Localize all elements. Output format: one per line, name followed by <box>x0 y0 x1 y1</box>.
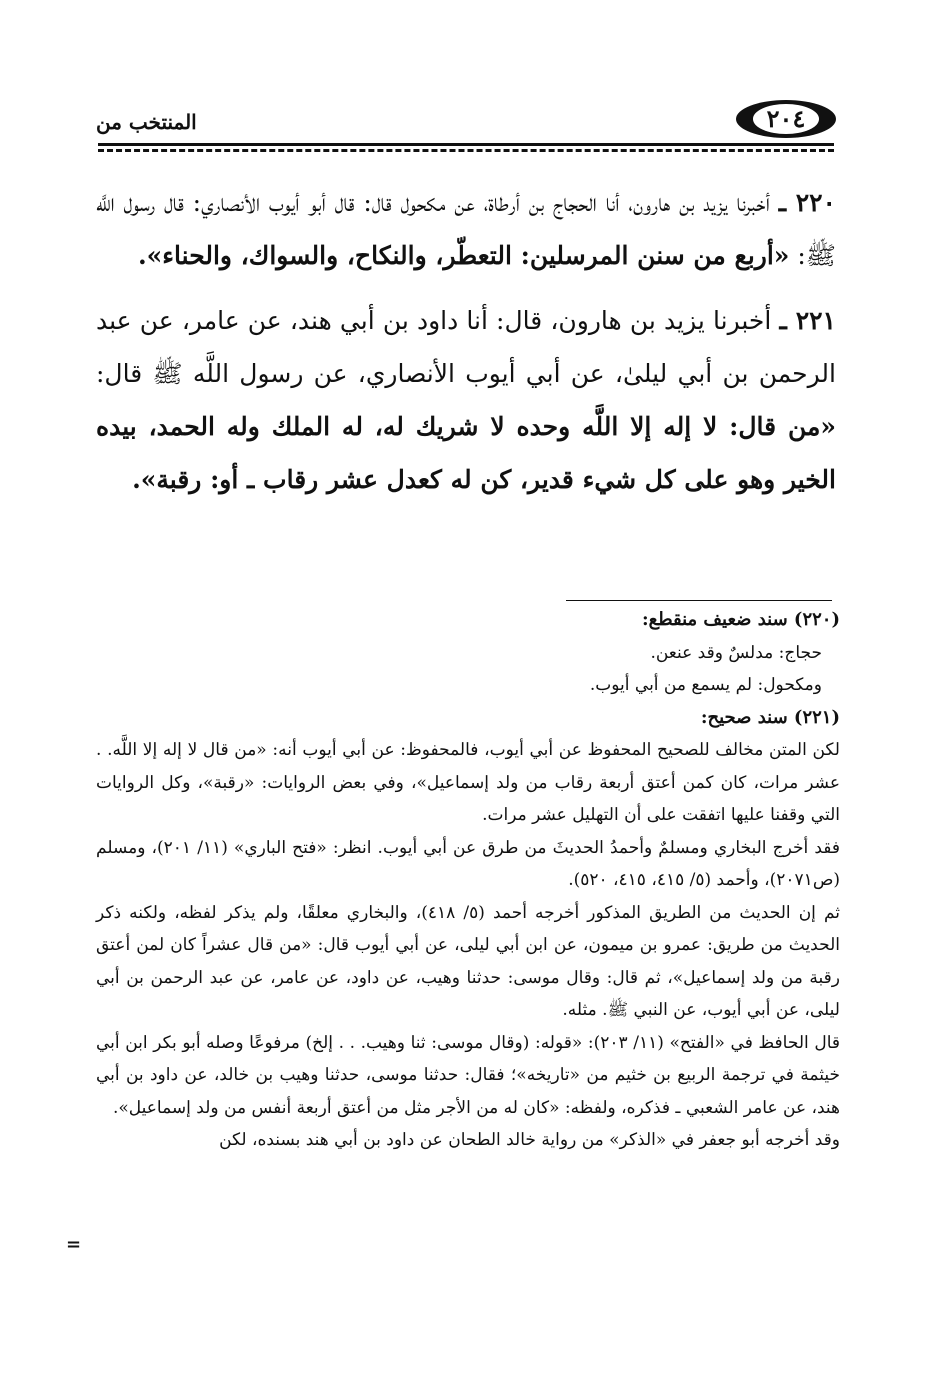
header-rule <box>98 143 834 146</box>
footnote-line: حجاج: مدلسٌ وقد عنعن. <box>650 642 822 663</box>
hadith-matn: «أربع من سنن المرسلين: التعطّر، والنكاح، والسواك، والحناء». <box>137 241 790 270</box>
footnote-paragraph: ثم إن الحديث من الطريق المذكور أخرجه أحمد (٥/ ٤١٨)، والبخاري معلقًا، ولم يذكر لفظه، ولكنه ذكر الحديث من طريق: عمرو بن ميمون، عن ابن أبي ليلى، عن أبي أيوب قال: «من قال عشراً كان لمن أعتق رقبة من ولد إسماعيل»، ثم قال: وقال موسى: حدثنا وهيب، عن داود، عن عامر، عن عبد الرحمن بن أبي ليلى، عن أبي أيوب، عن النبي ﷺ. مثله. <box>96 902 841 1020</box>
page-number: ٢٠٤ <box>753 104 820 134</box>
footnote-heading: (٢٢٠) سند ضعيف منقطع: <box>641 609 840 630</box>
page-number-badge <box>736 100 836 138</box>
hadith-isnad: أخبرنا يزيد بن هارون، قال: أنا داود بن أبي هند، عن عامر، عن عبد الرحمن بن أبي ليلىٰ، عن أبي أيوب الأنصاري، عن رسول اللَّه ﷺ قال: <box>96 306 836 388</box>
hadith-220 <box>96 176 836 282</box>
footnote-paragraph: فقد أخرج البخاري ومسلمٌ وأحمدُ الحديثَ من طرق عن أبي أيوب. انظر: «فتح الباري» (١١/ ٢٠١)، ومسلم (ص٢٠٧١)، وأحمد (٥/ ٤١٥، ٤١٥، ٥٢٠). <box>96 837 840 890</box>
hadith-matn: «من قال: لا إله إلا اللَّه وحده لا شريك له، له الملك وله الحمد، بيده الخير وهو على كل شيء قدير، كن له كعدل عشر رقاب ـ أو: رقبة». <box>96 412 836 494</box>
hadith-221 <box>96 294 836 506</box>
footnotes <box>96 604 840 1157</box>
running-title: المنتخب من <box>96 110 197 134</box>
footnote-paragraph: وقد أخرجه أبو جعفر في «الذكر» من رواية خالد الطحان عن داود بن أبي هند بسنده، لكن <box>219 1130 840 1150</box>
hadith-number: ٢٢١ ـ <box>779 306 836 335</box>
continuation-mark: = <box>66 1234 82 1255</box>
footnote-line: ومكحول: لم يسمع من أبي أيوب. <box>589 675 822 695</box>
footnote-paragraph: لكن المتن مخالف للصحيح المحفوظ عن أبي أيوب، فالمحفوظ: عن أبي أيوب أنه: «من قال لا إله إلا اللَّه. . عشر مرات، كان كمن أعتق أربعة رقاب من ولد إسماعيل»، وفي بعض الروايات: «رقبة»، وكل الروايات التي وقفنا عليها اتفقت على أن التهليل عشر مرات. <box>96 740 840 825</box>
page-header <box>96 96 836 144</box>
main-text <box>96 176 836 506</box>
header-rule-dashed <box>98 149 834 152</box>
hadith-isnad: أخبرنا يزيد بن هارون، أنا الحجاج بن أرطاة، عن مكحول قال: قال أبو أيوب الأنصاري: قال رسول اللَّه ﷺ: <box>96 188 836 270</box>
footnote-separator <box>566 600 832 601</box>
footnote-paragraph: قال الحافظ في «الفتح» (١١/ ٢٠٣): «قوله: (وقال موسى: ثنا وهيب. . . إلخ) مرفوعًا وصله أبو بكر ابن أبي خيثمة في ترجمة الربيع بن خثيم من «تاريخه»؛ فقال: حدثنا موسى، حدثنا وهيب بن خالد، عن داود بن أبي هند، عن عامر الشعبي ـ فذكره، ولفظه: «كان له من الأجر مثل من أعتق أربعة أنفس من ولد إسماعيل». <box>96 1032 840 1118</box>
hadith-number: ٢٢٠ ـ <box>778 188 836 217</box>
footnote-heading: (٢٢١) سند صحيح: <box>700 706 840 728</box>
